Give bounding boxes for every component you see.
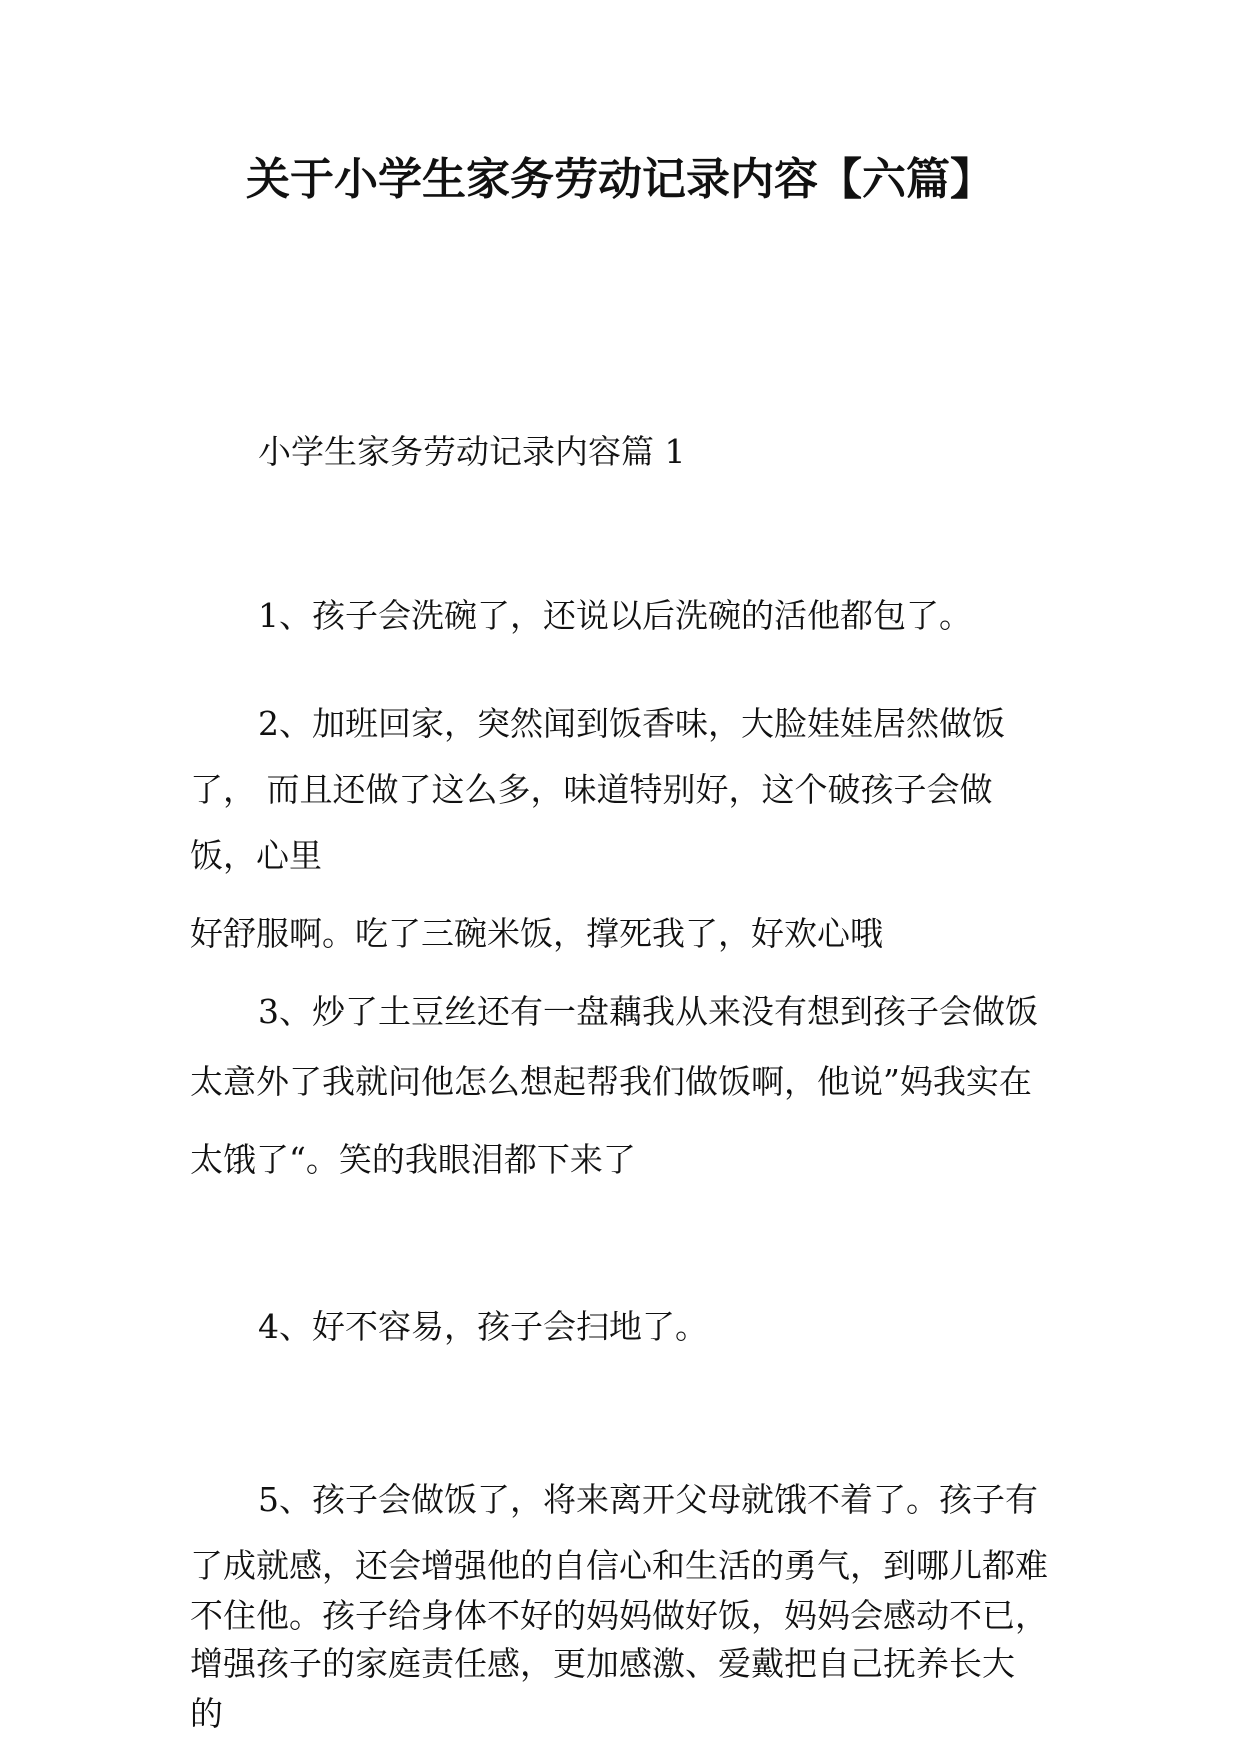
paragraph-line: 5、孩子会做饭了，将来离开父母就饿不着了。孩子有	[258, 1480, 1038, 1519]
paragraph-line: 了成就感，还会增强他的自信心和生活的勇气，到哪儿都难	[190, 1546, 1048, 1585]
paragraph-line: 增强孩子的家庭责任感，更加感激、爱戴把自己抚养长大	[190, 1644, 1015, 1683]
paragraph-line: 的	[190, 1694, 223, 1733]
paragraph-line: 4、好不容易，孩子会扫地了。	[258, 1307, 708, 1346]
paragraph-line: 3、炒了土豆丝还有一盘藕我从来没有想到孩子会做饭	[258, 992, 1038, 1031]
paragraph-line: 太意外了我就问他怎么想起帮我们做饭啊，他说”妈我实在	[190, 1062, 1032, 1101]
paragraph-line: 1、孩子会洗碗了，还说以后洗碗的活他都包了。	[258, 596, 972, 635]
section-heading: 小学生家务劳动记录内容篇 1	[258, 432, 686, 471]
document-title: 关于小学生家务劳动记录内容【六篇】	[246, 154, 994, 205]
paragraph-line: 饭，心里	[190, 836, 322, 875]
paragraph-line: 好舒服啊。吃了三碗米饭，撑死我了，好欢心哦	[190, 914, 883, 953]
paragraph-line: 了， 而且还做了这么多，味道特别好，这个破孩子会做	[190, 770, 993, 809]
paragraph-line: 不住他。孩子给身体不好的妈妈做好饭，妈妈会感动不已，	[190, 1596, 1048, 1635]
paragraph-line: 2、加班回家，突然闻到饭香味，大脸娃娃居然做饭	[258, 704, 1005, 743]
paragraph-line: 太饿了“。笑的我眼泪都下来了	[190, 1140, 636, 1179]
